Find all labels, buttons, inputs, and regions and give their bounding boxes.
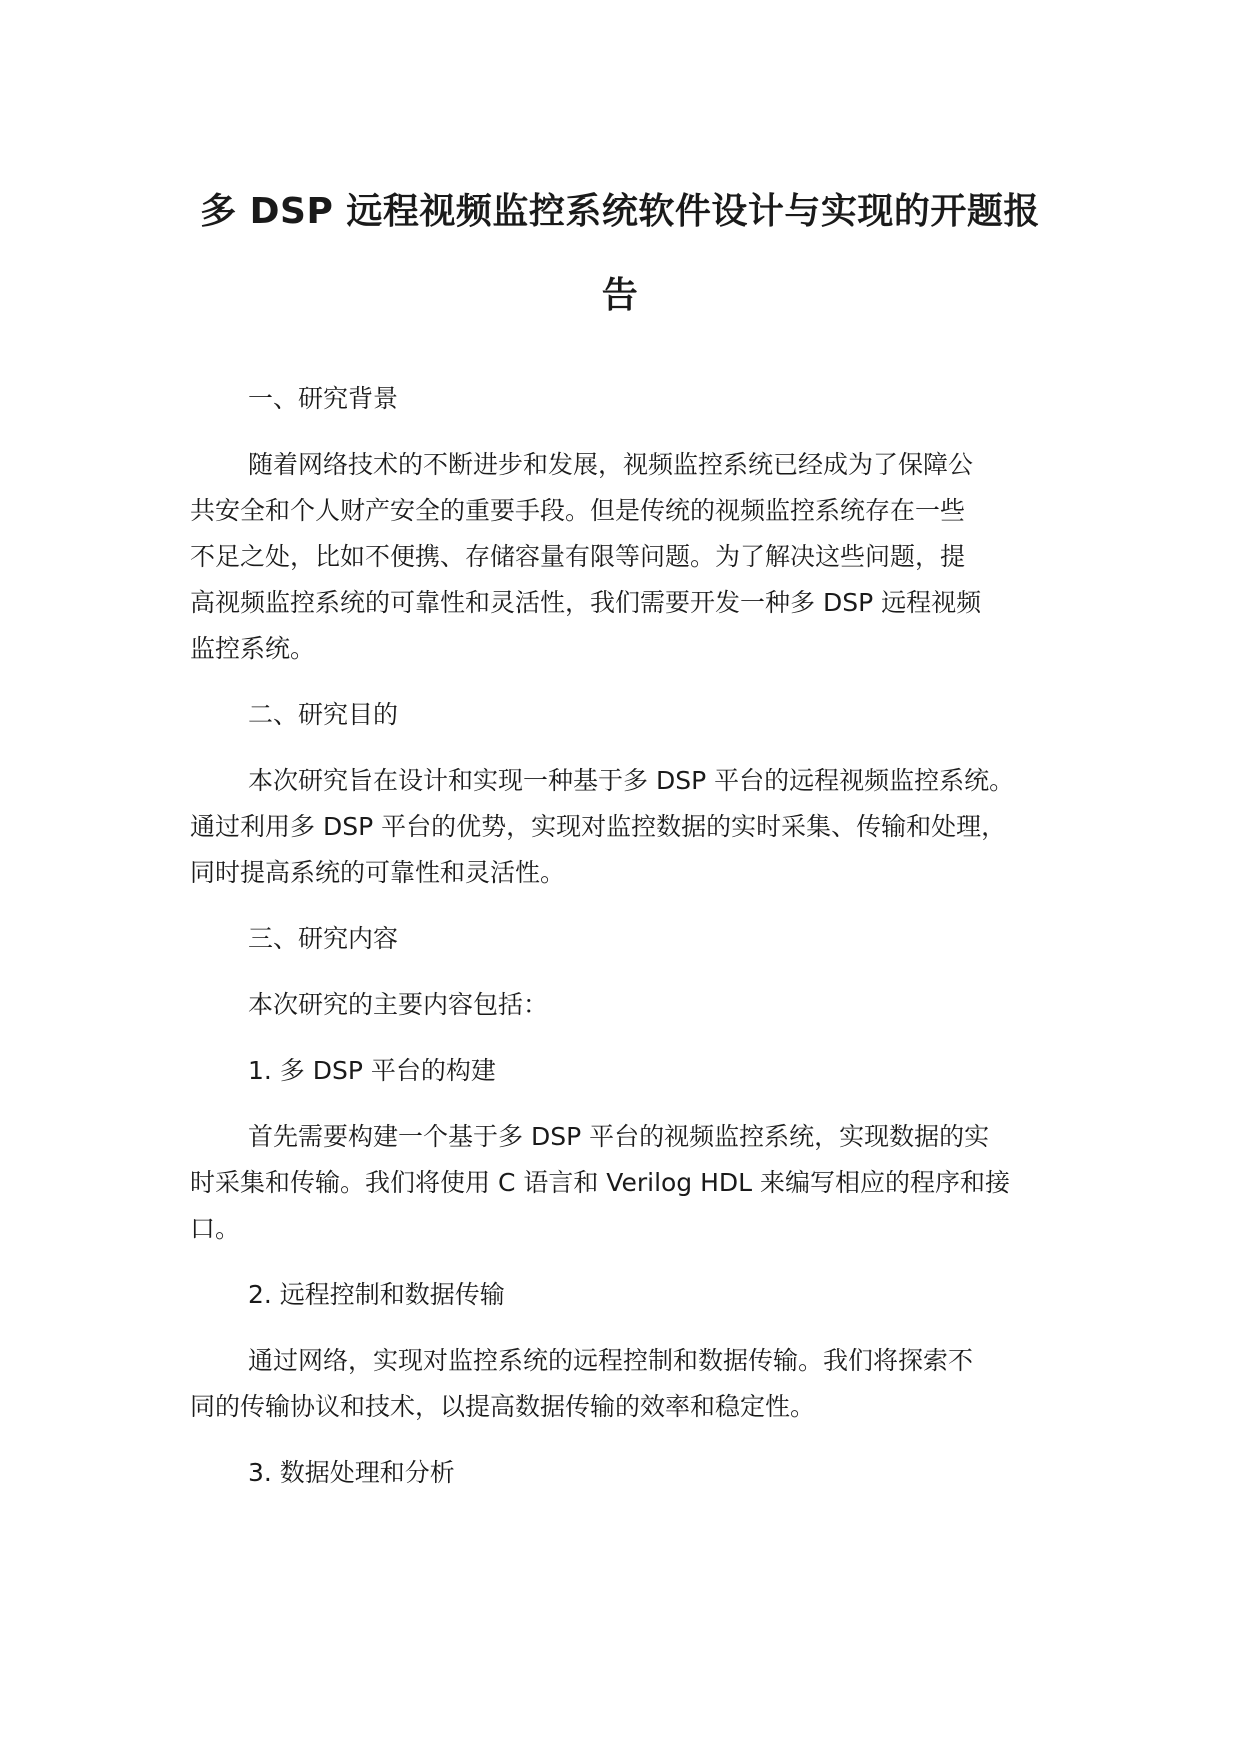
document-title <box>190 170 1050 338</box>
paragraph-line: 同时提高系统的可靠性和灵活性。 <box>190 858 566 887</box>
paragraph-line: 高视频监控系统的可靠性和灵活性，我们需要开发一种多 DSP 远程视频 <box>190 588 982 617</box>
paragraph-line: 口。 <box>190 1214 241 1243</box>
paragraph-item-2 <box>190 1338 1090 1430</box>
paragraph-background <box>190 442 1090 672</box>
section-heading-content: 三、研究内容 <box>248 924 399 953</box>
title-line-2: 告 <box>601 275 639 316</box>
paragraph-line: 通过网络，实现对监控系统的远程控制和数据传输。我们将探索不 <box>248 1346 974 1375</box>
paragraph-line: 本次研究旨在设计和实现一种基于多 DSP 平台的远程视频监控系统。 <box>248 766 1015 795</box>
title-line-1: 多 DSP 远程视频监控系统软件设计与实现的开题报 <box>200 191 1040 232</box>
item-heading-2: 2. 远程控制和数据传输 <box>248 1280 505 1309</box>
paragraph-line: 时采集和传输。我们将使用 C 语言和 Verilog HDL 来编写相应的程序和接 <box>190 1168 1011 1197</box>
section-heading-purpose: 二、研究目的 <box>248 700 399 729</box>
paragraph-line: 随着网络技术的不断进步和发展，视频监控系统已经成为了保障公 <box>248 450 974 479</box>
paragraph-line: 同的传输协议和技术，以提高数据传输的效率和稳定性。 <box>190 1392 816 1421</box>
section-heading-background: 一、研究背景 <box>248 384 399 413</box>
paragraph-item-1 <box>190 1114 1090 1252</box>
paragraph-line: 共安全和个人财产安全的重要手段。但是传统的视频监控系统存在一些 <box>190 496 966 525</box>
paragraph-line: 通过利用多 DSP 平台的优势，实现对监控数据的实时采集、传输和处理， <box>190 812 1007 841</box>
paragraph-line: 不足之处，比如不便携、存储容量有限等问题。为了解决这些问题，提 <box>190 542 966 571</box>
paragraph-line: 首先需要构建一个基于多 DSP 平台的视频监控系统，实现数据的实 <box>248 1122 990 1151</box>
paragraph-line: 监控系统。 <box>190 634 316 663</box>
content-intro: 本次研究的主要内容包括： <box>248 990 549 1019</box>
document-body <box>190 376 1090 1516</box>
item-heading-3: 3. 数据处理和分析 <box>248 1458 455 1487</box>
item-heading-1: 1. 多 DSP 平台的构建 <box>248 1056 496 1085</box>
paragraph-purpose <box>190 758 1090 896</box>
